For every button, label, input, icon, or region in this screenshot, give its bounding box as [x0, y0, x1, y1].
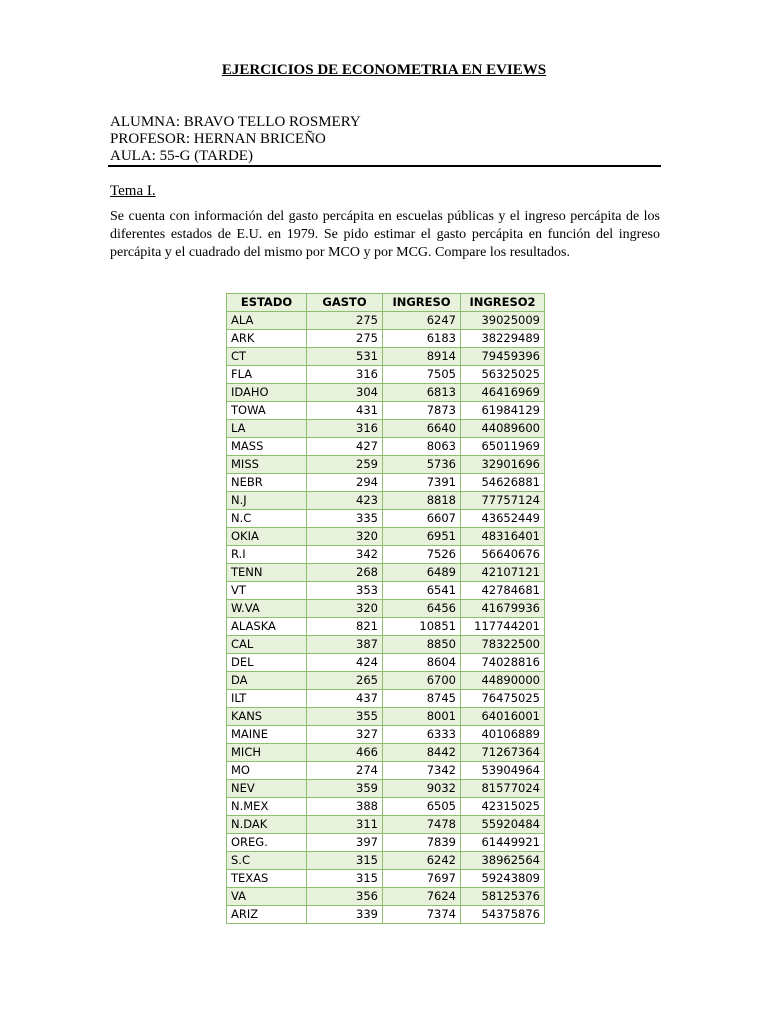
cell-ingreso: 6489: [383, 564, 461, 582]
cell-gasto: 821: [307, 618, 383, 636]
cell-ingreso2: 39025009: [461, 312, 545, 330]
cell-gasto: 320: [307, 600, 383, 618]
cell-ingreso: 8442: [383, 744, 461, 762]
cell-gasto: 268: [307, 564, 383, 582]
cell-gasto: 342: [307, 546, 383, 564]
table-row: [227, 906, 545, 924]
cell-ingreso2: 42107121: [461, 564, 545, 582]
table-header-row: [227, 294, 545, 312]
table-row: [227, 636, 545, 654]
cell-gasto: 320: [307, 528, 383, 546]
cell-ingreso2: 41679936: [461, 600, 545, 618]
cell-ingreso: 6813: [383, 384, 461, 402]
cell-ingreso: 7624: [383, 888, 461, 906]
cell-ingreso: 6333: [383, 726, 461, 744]
table-row: [227, 474, 545, 492]
cell-ingreso: 8914: [383, 348, 461, 366]
cell-ingreso2: 81577024: [461, 780, 545, 798]
table-row: [227, 312, 545, 330]
cell-ingreso: 7839: [383, 834, 461, 852]
cell-ingreso: 10851: [383, 618, 461, 636]
cell-ingreso: 7697: [383, 870, 461, 888]
cell-ingreso2: 77757124: [461, 492, 545, 510]
cell-estado: NEV: [227, 780, 307, 798]
document-title: EJERCICIOS DE ECONOMETRIA EN EVIEWS: [221, 62, 547, 78]
cell-ingreso: 5736: [383, 456, 461, 474]
table-row: [227, 330, 545, 348]
cell-ingreso2: 44089600: [461, 420, 545, 438]
cell-estado: MAINE: [227, 726, 307, 744]
cell-gasto: 327: [307, 726, 383, 744]
table-row: [227, 384, 545, 402]
cell-estado: ALASKA: [227, 618, 307, 636]
table-body: [227, 312, 545, 924]
cell-ingreso2: 74028816: [461, 654, 545, 672]
cell-ingreso: 6700: [383, 672, 461, 690]
cell-estado: ALA: [227, 312, 307, 330]
table-row: [227, 708, 545, 726]
cell-estado: CAL: [227, 636, 307, 654]
cell-ingreso2: 64016001: [461, 708, 545, 726]
cell-ingreso2: 40106889: [461, 726, 545, 744]
cell-ingreso2: 117744201: [461, 618, 545, 636]
cell-ingreso2: 59243809: [461, 870, 545, 888]
cell-gasto: 316: [307, 420, 383, 438]
cell-ingreso2: 79459396: [461, 348, 545, 366]
cell-gasto: 388: [307, 798, 383, 816]
cell-gasto: 359: [307, 780, 383, 798]
cell-estado: TENN: [227, 564, 307, 582]
cell-gasto: 335: [307, 510, 383, 528]
table-row: [227, 510, 545, 528]
cell-ingreso: 6247: [383, 312, 461, 330]
cell-estado: W.VA: [227, 600, 307, 618]
cell-estado: IDAHO: [227, 384, 307, 402]
table-row: [227, 438, 545, 456]
classroom: AULA: 55-G (TARDE): [110, 148, 253, 164]
cell-ingreso: 7374: [383, 906, 461, 924]
table-row: [227, 744, 545, 762]
cell-gasto: 265: [307, 672, 383, 690]
problem-statement: Se cuenta con información del gasto percápita en escuelas públicas y el ingreso percápita de los diferentes estados de E.U. en 1979. Se pido estimar el gasto percápita en función del ingreso percápita y el cuadrado del mismo por MCO y por MCG. Compare los resultados.: [110, 209, 660, 260]
cell-estado: MICH: [227, 744, 307, 762]
cell-ingreso: 6640: [383, 420, 461, 438]
cell-estado: FLA: [227, 366, 307, 384]
cell-estado: TOWA: [227, 402, 307, 420]
cell-ingreso2: 54626881: [461, 474, 545, 492]
cell-estado: ARK: [227, 330, 307, 348]
header-gasto: GASTO: [307, 294, 383, 312]
cell-ingreso2: 42315025: [461, 798, 545, 816]
section-heading: Tema I.: [110, 183, 156, 199]
cell-gasto: 431: [307, 402, 383, 420]
table-row: [227, 456, 545, 474]
cell-ingreso: 6456: [383, 600, 461, 618]
cell-gasto: 316: [307, 366, 383, 384]
table-row: [227, 528, 545, 546]
table-row: [227, 546, 545, 564]
cell-ingreso: 6607: [383, 510, 461, 528]
header-ingreso2: INGRESO2: [461, 294, 545, 312]
cell-ingreso2: 46416969: [461, 384, 545, 402]
table-row: [227, 600, 545, 618]
cell-estado: S.C: [227, 852, 307, 870]
cell-gasto: 387: [307, 636, 383, 654]
cell-ingreso: 7505: [383, 366, 461, 384]
cell-ingreso: 8063: [383, 438, 461, 456]
cell-ingreso2: 32901696: [461, 456, 545, 474]
cell-ingreso2: 61449921: [461, 834, 545, 852]
header-estado: ESTADO: [227, 294, 307, 312]
table-row: [227, 564, 545, 582]
table-row: [227, 690, 545, 708]
cell-estado: N.C: [227, 510, 307, 528]
table-row: [227, 852, 545, 870]
cell-estado: CT: [227, 348, 307, 366]
cell-ingreso: 9032: [383, 780, 461, 798]
table-row: [227, 726, 545, 744]
cell-estado: MO: [227, 762, 307, 780]
cell-ingreso: 6951: [383, 528, 461, 546]
cell-ingreso2: 58125376: [461, 888, 545, 906]
table-row: [227, 762, 545, 780]
cell-ingreso2: 56640676: [461, 546, 545, 564]
cell-estado: OKIA: [227, 528, 307, 546]
cell-gasto: 466: [307, 744, 383, 762]
table-row: [227, 492, 545, 510]
cell-ingreso: 8850: [383, 636, 461, 654]
cell-estado: MASS: [227, 438, 307, 456]
cell-gasto: 275: [307, 330, 383, 348]
cell-estado: N.J: [227, 492, 307, 510]
cell-ingreso2: 78322500: [461, 636, 545, 654]
cell-gasto: 339: [307, 906, 383, 924]
table-row: [227, 672, 545, 690]
cell-gasto: 353: [307, 582, 383, 600]
table-row: [227, 780, 545, 798]
table-row: [227, 798, 545, 816]
cell-ingreso: 7391: [383, 474, 461, 492]
table-row: [227, 870, 545, 888]
cell-estado: KANS: [227, 708, 307, 726]
table-row: [227, 582, 545, 600]
cell-ingreso: 7342: [383, 762, 461, 780]
table-row: [227, 366, 545, 384]
cell-ingreso: 6541: [383, 582, 461, 600]
cell-gasto: 294: [307, 474, 383, 492]
table-row: [227, 654, 545, 672]
cell-gasto: 437: [307, 690, 383, 708]
table-row: [227, 834, 545, 852]
cell-gasto: 275: [307, 312, 383, 330]
cell-estado: DA: [227, 672, 307, 690]
table-row: [227, 402, 545, 420]
table-row: [227, 816, 545, 834]
cell-ingreso: 6183: [383, 330, 461, 348]
cell-estado: NEBR: [227, 474, 307, 492]
cell-ingreso2: 48316401: [461, 528, 545, 546]
data-table: [226, 293, 545, 924]
cell-ingreso: 8001: [383, 708, 461, 726]
cell-gasto: 397: [307, 834, 383, 852]
cell-estado: ILT: [227, 690, 307, 708]
cell-ingreso2: 38229489: [461, 330, 545, 348]
cell-gasto: 315: [307, 870, 383, 888]
cell-estado: ARIZ: [227, 906, 307, 924]
cell-estado: VT: [227, 582, 307, 600]
student-name: ALUMNA: BRAVO TELLO ROSMERY: [110, 114, 361, 130]
cell-estado: LA: [227, 420, 307, 438]
cell-ingreso: 8604: [383, 654, 461, 672]
cell-estado: N.DAK: [227, 816, 307, 834]
cell-estado: OREG.: [227, 834, 307, 852]
cell-estado: DEL: [227, 654, 307, 672]
cell-ingreso: 8818: [383, 492, 461, 510]
cell-gasto: 274: [307, 762, 383, 780]
cell-gasto: 311: [307, 816, 383, 834]
cell-gasto: 424: [307, 654, 383, 672]
divider: [108, 165, 661, 167]
cell-gasto: 531: [307, 348, 383, 366]
cell-gasto: 355: [307, 708, 383, 726]
cell-ingreso2: 43652449: [461, 510, 545, 528]
cell-ingreso2: 65011969: [461, 438, 545, 456]
cell-ingreso2: 76475025: [461, 690, 545, 708]
cell-ingreso2: 38962564: [461, 852, 545, 870]
cell-ingreso: 8745: [383, 690, 461, 708]
cell-estado: MISS: [227, 456, 307, 474]
cell-gasto: 304: [307, 384, 383, 402]
header-ingreso: INGRESO: [383, 294, 461, 312]
cell-ingreso: 7526: [383, 546, 461, 564]
cell-gasto: 427: [307, 438, 383, 456]
cell-ingreso2: 55920484: [461, 816, 545, 834]
table-row: [227, 888, 545, 906]
cell-gasto: 259: [307, 456, 383, 474]
professor-name: PROFESOR: HERNAN BRICEÑO: [110, 131, 326, 147]
cell-ingreso2: 53904964: [461, 762, 545, 780]
cell-ingreso: 7478: [383, 816, 461, 834]
cell-ingreso2: 44890000: [461, 672, 545, 690]
cell-ingreso2: 54375876: [461, 906, 545, 924]
cell-ingreso: 7873: [383, 402, 461, 420]
cell-ingreso2: 42784681: [461, 582, 545, 600]
cell-gasto: 356: [307, 888, 383, 906]
table-row: [227, 420, 545, 438]
cell-gasto: 423: [307, 492, 383, 510]
cell-ingreso: 6505: [383, 798, 461, 816]
cell-estado: R.I: [227, 546, 307, 564]
cell-ingreso2: 71267364: [461, 744, 545, 762]
cell-ingreso: 6242: [383, 852, 461, 870]
cell-estado: TEXAS: [227, 870, 307, 888]
table-row: [227, 348, 545, 366]
cell-estado: N.MEX: [227, 798, 307, 816]
cell-gasto: 315: [307, 852, 383, 870]
table-row: [227, 618, 545, 636]
cell-ingreso2: 56325025: [461, 366, 545, 384]
cell-ingreso2: 61984129: [461, 402, 545, 420]
cell-estado: VA: [227, 888, 307, 906]
